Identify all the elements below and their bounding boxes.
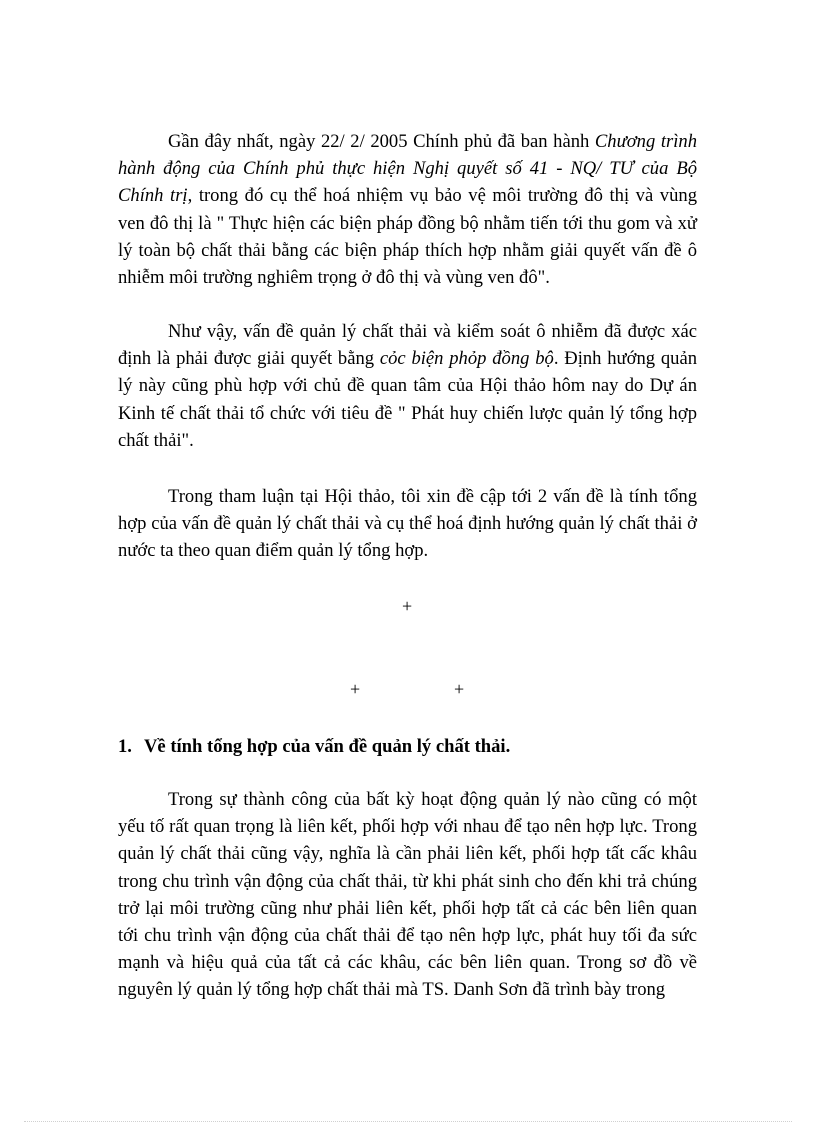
paragraph-management-direction: [118, 318, 697, 454]
section-title: Về tính tổng hợp của vấn đề quản lý chất thải.: [144, 736, 511, 757]
paragraph-text: Gần đây nhất, ngày 22/ 2/ 2005 Chính phủ đã ban hành: [168, 131, 595, 152]
section-number: 1.: [118, 736, 132, 757]
paragraph-text: , trong đó cụ thể hoá nhiệm vụ bảo vệ môi trường đô thị và vùng ven đô thị là " Thực hiện các biện pháp đồng bộ nhằm tiến tới thu gom và xử lý toàn bộ chất thải bằng các biện pháp thích hợp nhằm giải quyết vấn đề ô nhiễm môi trường nghiêm trọng ở đô thị và vùng ven đô".: [118, 185, 697, 289]
paragraph-text: . Định hướng quản lý này cũng phù hợp với chủ đề quan tâm của Hội thảo hôm nay do Dự án Kinh tế chất thải tổ chức với tiêu đề " Phát huy chiến lược quản lý tổng hợp chất thải".: [118, 348, 697, 451]
separator-mark: +: [402, 596, 413, 616]
separator-mark: +: [350, 679, 361, 699]
paragraph-presentation-scope: Trong tham luận tại Hội thảo, tôi xin đề cập tới 2 vấn đề là tính tổng hợp của vấn đề quản lý chất thải và cụ thể hoá định hướng quản lý chất thải ở nước ta theo quan điểm quản lý tổng hợp.: [118, 486, 697, 562]
paragraph-government-program: [118, 128, 697, 291]
paragraph-coordination: Trong sự thành công của bất kỳ hoạt động quản lý nào cũng có một yếu tố rất quan trọng là liên kết, phối hợp với nhau để tạo nên hợp lực. Trong quản lý chất thải cũng vậy, nghĩa là cần phải liên kết, phối hợp tất cấc khâu trong chu trình vận động của chất thải, từ khi phát sinh cho đến khi trả chúng trở lại môi trường cũng như phải liên kết, phối hợp tất cả các bên liên quan tới chu trình vận động của chất thải để tạo nên hợp lực, phát huy tối đa sức mạnh và hiệu quả của tất cả các khâu, các bên liên quan. Trong sơ đồ về nguyên lý quản lý tổng hợp chất thải mà TS. Danh Sơn đã trình bày trong: [118, 789, 697, 1001]
separator-mark: +: [454, 679, 465, 699]
section-heading: [118, 733, 697, 760]
paragraph-text: Như vậy, vấn đề quản lý chất thải và kiểm soát ô nhiễm đã được xác định là phải được giải quyết bằng: [118, 321, 697, 370]
emphasis-phrase: cỏc biện phỏp đồng bộ: [379, 348, 554, 370]
page-bottom-rule: [24, 1121, 792, 1122]
program-title: Chương trình hành động của Chính phủ thực hiện Nghị quyết số 41 - NQ/ TƯ của Bộ Chính trị: [118, 131, 697, 207]
